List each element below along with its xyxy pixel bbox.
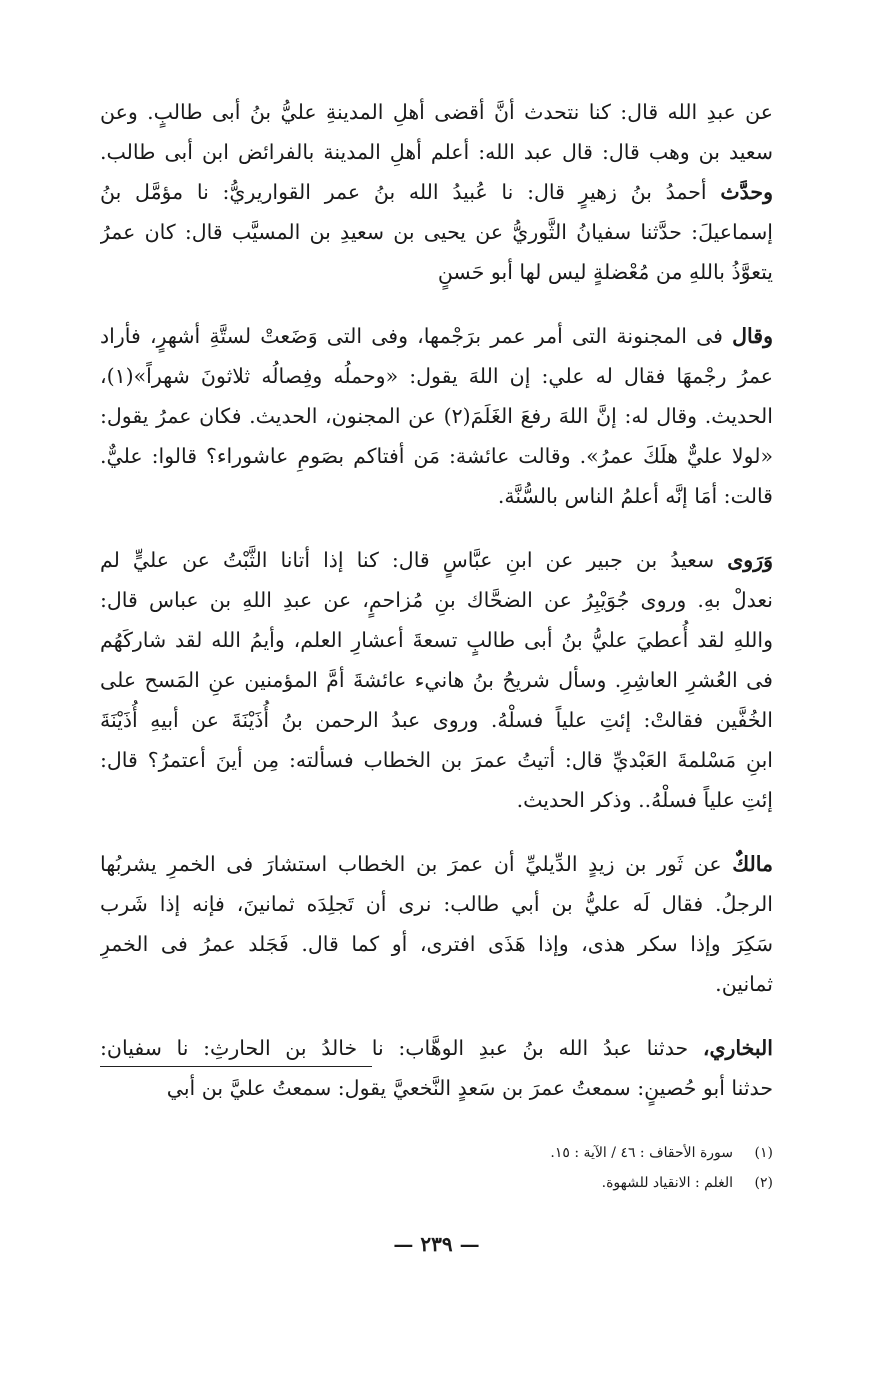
footnote <box>100 1138 773 1168</box>
line-text: الرجلُ. فقال لَه عليُّ بن أبي طالب: نرى أن تَجلِدَه ثمانينَ، فإنه إذا شَرب <box>100 892 773 916</box>
footnote-divider <box>100 1066 372 1067</box>
footnote <box>100 1168 773 1198</box>
text-line <box>100 924 773 964</box>
paragraph <box>100 844 773 1004</box>
line-text: إسماعيلَ: حدَّثنا سفيانُ الثَّوريُّ عن يحيى بن سعيدِ بن المسيَّب قال: كان عمرُ <box>100 220 773 244</box>
text-line <box>100 964 773 1004</box>
text-line <box>100 740 773 780</box>
line-text: إئتِ علياً فسلْهُ.. وذكر الحديث. <box>516 788 773 812</box>
line-text: حدثنا أبو حُصينٍ: سمعتُ عمرَ بن سَعدٍ النَّخعيَّ يقول: سمعتُ عليَّ بن أبي <box>166 1076 773 1100</box>
text-line <box>100 212 773 252</box>
lead-word: وقال <box>732 324 773 348</box>
line-text: نعدلْ بهِ. وروى جُوَيْبِرُ عن الضحَّاك بنِ مُزاحمٍ، عن عبدِ اللهِ بن عباس قال: <box>100 588 773 612</box>
text-line <box>100 660 773 700</box>
text-line <box>100 476 773 516</box>
text-line <box>100 252 773 292</box>
line-text: الحديث. وقال له: إنَّ اللهَ رفعَ الغَلَمَ(٢) عن المجنون، الحديث. فكان عمرُ يقول: <box>100 404 773 428</box>
line-text: عمرُ رجْمهَا فقال له علي: إن اللهَ يقول: «وحملُه وفِصالُه ثلاثونَ شهراً»(١)، <box>100 364 773 388</box>
paragraph <box>100 316 773 516</box>
line-text: فى العُشرِ العاشِرِ. وسأل شريحُ بنُ هانيء عائشةَ أمَّ المؤمنين عنِ المَسح على <box>100 668 773 692</box>
line-text: ثمانين. <box>715 972 773 996</box>
line-text: عن عبدِ الله قال: كنا نتحدث أنَّ أقضى أهلِ المدينةِ عليُّ بنُ أبى طالبٍ. وعن <box>100 100 773 124</box>
lead-word: البخاري، <box>702 1036 773 1060</box>
line-text: سَكِرَ وإذا سكر هذى، وإذا هَذَى افترى، أو كما قال. فَجَلد عمرُ فى الخمرِ <box>100 932 773 956</box>
text-line <box>100 884 773 924</box>
paragraph <box>100 540 773 820</box>
page-body <box>100 92 773 1132</box>
lead-word: وحدَّث <box>720 180 773 204</box>
text-line <box>100 1068 773 1108</box>
text-line <box>100 132 773 172</box>
line-text: سعيدُ بن جبير عن ابنِ عبَّاسٍ قال: كنا إذا أتانا الثَّبْتُ عن عليٍّ لم <box>100 548 728 572</box>
lead-word: وَرَوى <box>727 548 773 572</box>
line-text: سعيد بن وهب قال: قال عبد الله: أعلم أهلِ المدينة بالفرائض ابن أبى طالب. <box>100 140 773 164</box>
line-text: حدثنا عبدُ الله بنُ عبدِ الوهَّاب: نا خالدُ بن الحارثِ: نا سفيان: <box>100 1036 703 1060</box>
line-text: ابنِ مَسْلمةَ العَبْديِّ قال: أتيتُ عمرَ بن الخطاب فسألته: مِن أينَ أعتمرُ؟ قال: <box>100 748 773 772</box>
text-line <box>100 172 773 212</box>
text-line <box>100 580 773 620</box>
text-line <box>100 540 773 580</box>
page-number: — ٢٣٩ — <box>393 1232 480 1256</box>
line-text: يتعوَّذُ باللهِ من مُعْضلةٍ ليس لها أبو حَسنٍ <box>437 260 773 284</box>
line-text: أحمدُ بنُ زهيرٍ قال: نا عُبيدُ الله بنُ عمر القواريريُّ: نا مؤمَّل بنُ <box>100 180 721 204</box>
line-text: فى المجنونة التى أمر عمر برَجْمها، وفى التى وَضَعتْ لستَّةِ أشهرٍ، فأراد <box>100 324 733 348</box>
text-line <box>100 844 773 884</box>
line-text: «لولا عليٌّ هلَكَ عمرُ». وقالت عائشة: مَن أفتاكم بصَومِ عاشوراء؟ قالوا: عليٌّ. <box>100 444 773 468</box>
text-line <box>100 316 773 356</box>
footnote-text: سورة الأحقاف : ٤٦ / الآية : ١٥. <box>550 1145 733 1161</box>
footnotes <box>100 1138 773 1198</box>
paragraph <box>100 92 773 292</box>
lead-word: مالكٌ <box>732 852 773 876</box>
text-line <box>100 780 773 820</box>
text-line <box>100 436 773 476</box>
line-text: واللهِ لقد أُعطيَ عليُّ بنُ أبى طالبٍ تسعةَ أعشارِ العلم، وأيمُ الله لقد شاركَهُم <box>100 628 773 652</box>
text-line <box>100 396 773 436</box>
text-line <box>100 620 773 660</box>
text-line <box>100 356 773 396</box>
footnote-text: الغلم : الانقياد للشهوة. <box>601 1175 733 1191</box>
text-line <box>100 92 773 132</box>
paragraph <box>100 1028 773 1108</box>
line-text: قالت: أمَا إنَّه أعلمُ الناس بالسُّنَّة. <box>497 484 773 508</box>
footnote-number: (٢) <box>754 1175 773 1191</box>
footnote-number: (١) <box>754 1145 773 1161</box>
line-text: عن ثَور بن زيدٍ الدِّيليِّ أن عمرَ بن الخطاب استشارَ فى الخمرِ يشربُها <box>100 852 733 876</box>
line-text: الخُفَّين فقالتْ: إئتِ علياً فسلْهُ. وروى عبدُ الرحمن بنُ أُذَيْنَةَ عن أبيهِ أُذَيْنَةَ <box>100 708 773 732</box>
text-line <box>100 700 773 740</box>
text-line <box>100 1028 773 1068</box>
